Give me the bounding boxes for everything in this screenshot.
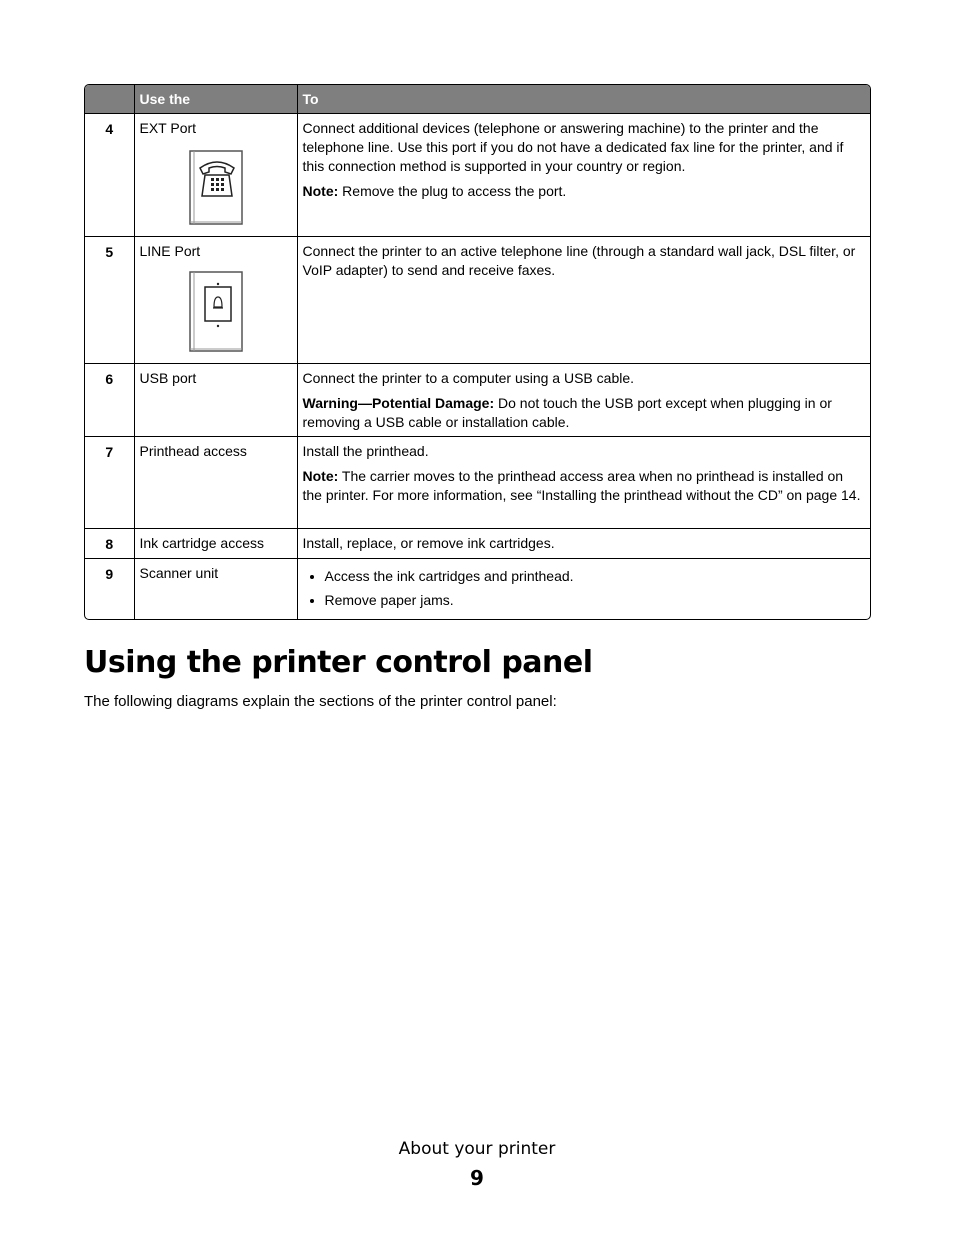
row-description xyxy=(297,364,870,437)
row-text: Connect additional devices (telephone or answering machine) to the printer and the telephone line. Use this port if you do not have a dedicated fax line for the printer, and if this connection method is supported in your country or region. xyxy=(302,120,844,174)
row-text: Install, replace, or remove ink cartridges. xyxy=(302,535,555,551)
row-number: 9 xyxy=(85,559,134,620)
row-number: 7 xyxy=(85,437,134,529)
row-description xyxy=(297,559,870,620)
section-heading: Using the printer control panel xyxy=(84,645,593,680)
table-row xyxy=(85,237,870,364)
row-description xyxy=(297,114,870,237)
row-warning xyxy=(303,394,867,432)
warning-label: Warning—Potential Damage: xyxy=(302,395,495,411)
table-row xyxy=(85,529,870,559)
header-number xyxy=(85,85,134,114)
row-description xyxy=(297,237,870,364)
footer-chapter-title: About your printer xyxy=(398,1139,556,1159)
note-text: Remove the plug to access the port. xyxy=(338,183,567,199)
table-header-row xyxy=(85,85,870,114)
row-number: 6 xyxy=(85,364,134,437)
row-number: 5 xyxy=(85,237,134,364)
line-port-icon xyxy=(187,269,245,347)
row-use: USB port xyxy=(134,364,297,437)
table-row xyxy=(85,364,870,437)
warning-text: Do not touch the USB port except when plugging in or removing a USB cable or installation cable. xyxy=(302,395,832,430)
row-text: Connect the printer to a computer using a USB cable. xyxy=(302,370,635,386)
header-to: To xyxy=(297,85,870,114)
row-number: 4 xyxy=(105,121,114,137)
row-number: 8 xyxy=(85,529,134,559)
row-text: Connect the printer to an active telephone line (through a standard wall jack, DSL filter, or VoIP adapter) to send and receive faxes. xyxy=(302,243,856,278)
note-label: Note: xyxy=(302,183,339,199)
ports-table xyxy=(84,84,871,620)
row-use: Ink cartridge access xyxy=(134,529,297,559)
row-use: Printhead access xyxy=(134,437,297,529)
row-text: Install the printhead. xyxy=(302,443,429,459)
note-label: Note: xyxy=(302,468,339,484)
bullet-item: • Access the ink cartridges and printhead. xyxy=(325,567,867,586)
row-note xyxy=(303,467,867,505)
table-row xyxy=(85,437,870,529)
table-row xyxy=(85,114,870,237)
row-use xyxy=(134,114,297,237)
section-intro: The following diagrams explain the sections of the printer control panel: xyxy=(84,693,557,710)
row-use: Scanner unit xyxy=(134,559,297,620)
bullet-list xyxy=(303,567,867,610)
table-row xyxy=(85,559,870,620)
row-use-label: LINE Port xyxy=(139,243,201,259)
row-use-label: EXT Port xyxy=(139,120,197,136)
row-note xyxy=(303,182,867,201)
header-use-the: Use the xyxy=(134,85,297,114)
row-description xyxy=(297,529,870,559)
page-number: 9 xyxy=(470,1166,484,1190)
telephone-port-icon xyxy=(187,148,245,226)
row-use xyxy=(134,237,297,364)
row-description xyxy=(297,437,870,529)
bullet-item: • Remove paper jams. xyxy=(325,591,867,610)
note-text: The carrier moves to the printhead access area when no printhead is installed on the printer. For more information, see “Installing the printhead without the CD” on page 14. xyxy=(302,468,861,503)
